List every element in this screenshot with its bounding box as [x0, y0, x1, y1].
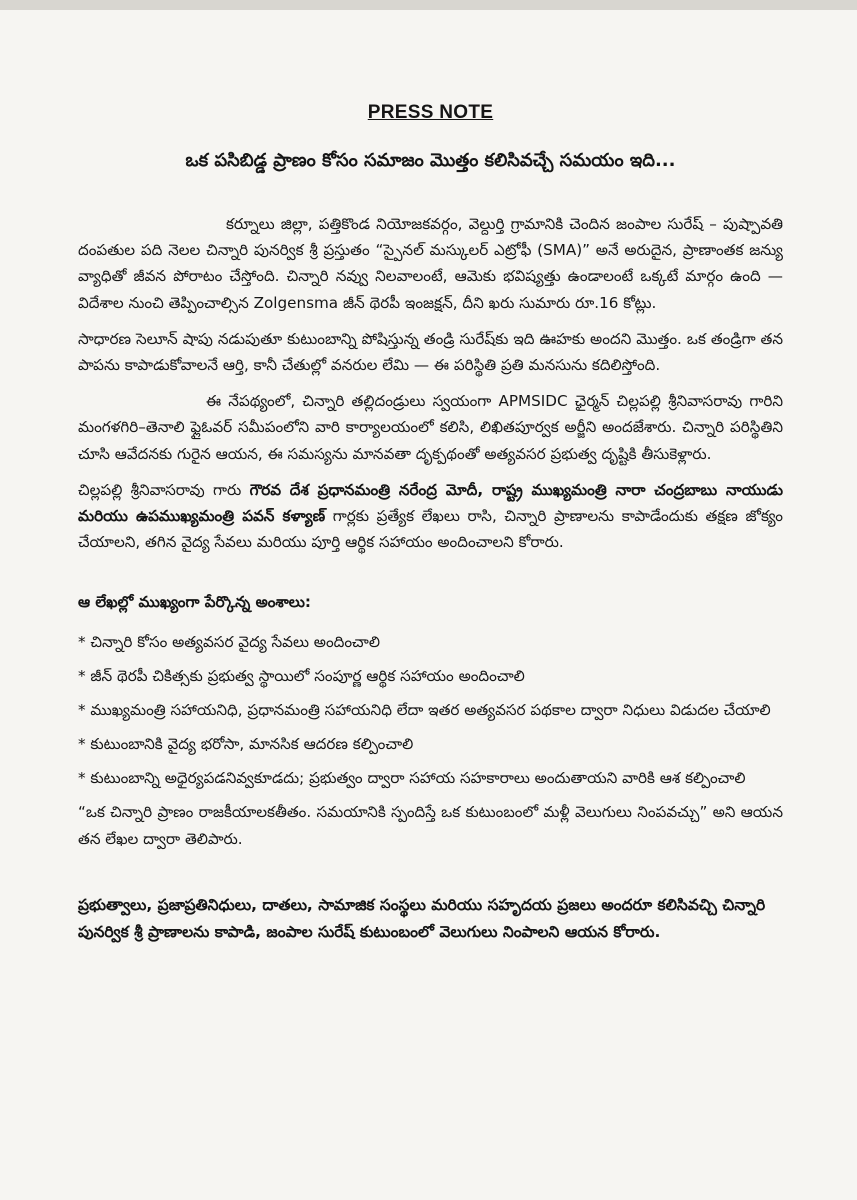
points-list [78, 629, 783, 791]
closing-paragraph: ప్రభుత్వాలు, ప్రజాప్రతినిధులు, దాతలు, సామాజిక సంస్థలు మరియు సహృదయ ప్రజలు అందరూ కలిసివచ్చి చిన్నారి పునర్విక శ్రీ ప్రాణాలను కాపాడి, జంపాల సురేష్ కుటుంబంలో వెలుగులు నింపాలని ఆయన కోరారు. [78, 895, 766, 941]
paragraph-2: సాధారణ సెలూన్ షాపు నడుపుతూ కుటుంబాన్ని పోషిస్తున్న తండ్రి సురేష్‌కు ఇది ఊహకు అందని మొత్తం. ఒక తండ్రిగా తన పాపను కాపాడుకోవాలనే ఆర్తి, కానీ చేతుల్లో వనరుల లేమి — ఈ పరిస్థితి ప్రతి మనసును కదిలిస్తోంది. [78, 329, 783, 375]
paragraph-1: కర్నూలు జిల్లా, పత్తికొండ నియోజకవర్గం, వెల్దుర్తి గ్రామానికి చెందిన జంపాల సురేష్ – పుష్పావతి దంపతుల పది నెలల చిన్నారి పునర్విక శ్రీ ప్రస్తుతం “స్పైనల్ మస్కులర్ ఎట్రోఫీ (SMA)” అనే అరుదైన, ప్రాణాంతక జన్యు వ్యాధితో జీవన పోరాటం చేస్తోంది. చిన్నారి నవ్వు నిలవాలంటే, ఆమెకు భవిష్యత్తు ఉండాలంటే ఒక్కటే మార్గం ఉంది — విదేశాల నుంచి తెప్పించాల్సిన Zolgensma జీన్ థెరపీ ఇంజక్షన్, దీని ఖరు సుమారు రూ.16 కోట్లు. [78, 215, 783, 312]
paragraph-4-leaders: గౌరవ దేశ ప్రధానమంత్రి నరేంద్ర మోదీ, రాష్ట్ర ముఖ్యమంత్రి నారా చంద్రబాబు నాయుడు మరియు ఉపముఖ్యమంత్రి పవన్ కళ్యాణ్ [78, 480, 783, 526]
paragraph-3: ఈ నేపథ్యంలో, చిన్నారి తల్లిదండ్రులు స్వయంగా APMSIDC ఛైర్మన్ చిల్లపల్లి శ్రీనివాసరావు గారిని మంగళగిరి–తెనాలి ఫ్లైఓవర్ సమీపంలోని వారి కార్యాలయంలో కలిసి, లిఖితపూర్వక అర్జీని అందజేశారు. చిన్నారి పరిస్థితిని చూసి ఆవేదనకు గురైన ఆయన, ఈ సమస్యను మానవతా దృక్పథంతో అత్యవసర ప్రభుత్వ దృష్టికి తీసుకెళ్లారు. [78, 392, 783, 463]
quote-paragraph: “ఒక చిన్నారి ప్రాణం రాజకీయాలకతీతం. సమయానికి స్పందిస్తే ఒక కుటుంబంలో మళ్లీ వెలుగులు నింపవచ్చు” అని ఆయన తన లేఖల ద్వారా తెలిపారు. [78, 803, 783, 848]
list-item: * కుటుంబాన్ని అధైర్యపడనివ్వకూడదు; ప్రభుత్వం ద్వారా సహాయ సహకారాలు అందుతాయని వారికి ఆశ కల్పించాలి [78, 769, 746, 788]
paragraph-4-end: గార్లకు ప్రత్యేక లేఖలు రాసి, చిన్నారి ప్రాణాలను కాపాడేందుకు తక్షణ జోక్యం చేయాలని, తగిన వైద్య సేవలు మరియు పూర్తి ఆర్థిక సహాయం అందించాలని కోరారు. [78, 507, 783, 552]
paragraph-4 [78, 477, 783, 556]
paragraph-4-start: చిల్లపల్లి శ్రీనివాసరావు గారు [78, 480, 250, 499]
page-title: PRESS NOTE [367, 102, 494, 123]
list-item: * కుటుంబానికి వైద్య భరోసా, మానసిక ఆదరణ కల్పించాలి [78, 735, 414, 754]
list-item: * చిన్నారి కోసం అత్యవసర వైద్య సేవలు అందించాలి [78, 633, 380, 652]
list-item: * ముఖ్యమంత్రి సహాయనిధి, ప్రధానమంత్రి సహాయనిధి లేదా ఇతర అత్యవసర పథకాల ద్వారా నిధులు విడుదల చేయాలి [78, 701, 771, 720]
list-item: * జీన్ థెరపీ చికిత్సకు ప్రభుత్వ స్థాయిలో సంపూర్ణ ఆర్థిక సహాయం అందించాలి [78, 667, 525, 686]
document-body [78, 102, 783, 946]
document-subtitle: ఒక పసిబిడ్డ ప్రాణం కోసం సమాజం మొత్తం కలిసివచ్చే సమయం ఇది... [185, 150, 676, 171]
points-heading: ఆ లేఖల్లో ముఖ్యంగా పేర్కొన్న అంశాలు: [78, 593, 311, 612]
